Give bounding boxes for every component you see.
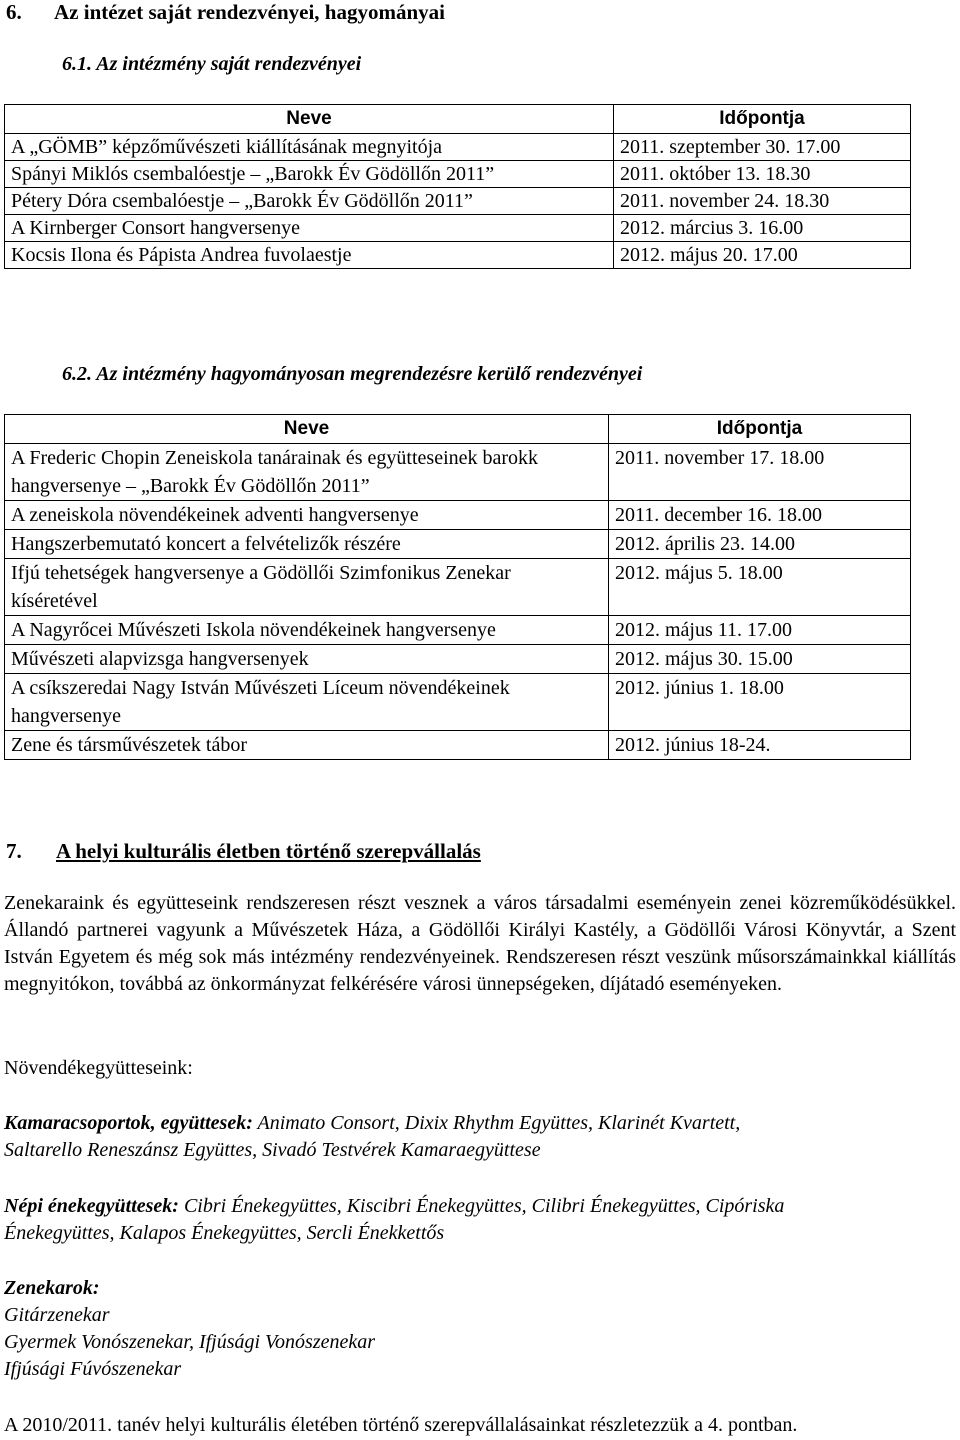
event-date: 2012. május 11. 17.00 <box>609 616 911 645</box>
event-name: A „GÖMB” képzőművészeti kiállításának megnyitója <box>5 134 614 161</box>
event-date: 2011. december 16. 18.00 <box>609 501 911 530</box>
chamber-groups-line-1 <box>4 1110 740 1137</box>
event-date: 2012. június 18-24. <box>609 731 911 760</box>
ensembles-label: Növendékegyütteseink: <box>4 1057 193 1079</box>
folk-choirs-line-1 <box>4 1193 784 1220</box>
column-header-date: Időpontja <box>609 415 911 444</box>
orchestra-item: Gitárzenekar <box>4 1304 110 1326</box>
table-row <box>5 645 911 674</box>
table-header-row <box>5 105 911 134</box>
event-date: 2012. március 3. 16.00 <box>614 215 911 242</box>
event-date: 2011. október 13. 18.30 <box>614 161 911 188</box>
orchestras-label: Zenekarok: <box>4 1277 100 1299</box>
table-row <box>5 559 911 616</box>
chamber-groups-label: Kamaracsoportok, együttesek: <box>4 1112 253 1134</box>
cultural-role-paragraph: Zenekaraink és együtteseink rendszeresen részt vesznek a város társadalmi eseményein zenei közreműködésükkel. Állandó partnerei vagyunk a Művészetek Háza, a Gödöllői Királyi Kastély, a Gödöllői Városi Könyvtár, a Szent István Egyetem és még sok más intézmény rendezvényeinek. Rendszeresen részt veszünk műsorszámainkkal kiállítás megnyitókon, továbbá az önkormányzat felkérésére városi ünnepségeken, díjátadó eseményeken. <box>4 892 956 995</box>
section-7-number: 7. <box>6 839 22 863</box>
event-name: A Nagyrőcei Művészeti Iskola növendékeinek hangversenye <box>5 616 609 645</box>
event-name: Művészeti alapvizsga hangversenyek <box>5 645 609 674</box>
table-header-row <box>5 415 911 444</box>
event-name: Spányi Miklós csembalóestje – „Barokk Év Gödöllőn 2011” <box>5 161 614 188</box>
table-row <box>5 215 911 242</box>
event-name: A Kirnberger Consort hangversenye <box>5 215 614 242</box>
table-row <box>5 134 911 161</box>
table-row <box>5 731 911 760</box>
section-7-heading <box>6 838 481 864</box>
table-row <box>5 444 911 501</box>
table-row <box>5 530 911 559</box>
section-6-number: 6. <box>6 0 22 24</box>
column-header-date: Időpontja <box>614 105 911 134</box>
event-date: 2011. szeptember 30. 17.00 <box>614 134 911 161</box>
chamber-groups-list-2: Saltarello Reneszánsz Együttes, Sivadó Testvérek Kamaraegyüttese <box>4 1139 541 1161</box>
table-row <box>5 161 911 188</box>
event-date: 2011. november 24. 18.30 <box>614 188 911 215</box>
event-name: A Frederic Chopin Zeneiskola tanárainak és együtteseinek barokk hangversenye – „Barokk Év Gödöllőn 2011” <box>5 444 609 501</box>
table-row <box>5 501 911 530</box>
folk-choirs-label: Népi énekegyüttesek: <box>4 1195 179 1217</box>
events-table-own <box>4 104 911 269</box>
chamber-groups-list-1: Animato Consort, Dixix Rhythm Együttes, Klarinét Kvartett, <box>252 1112 741 1134</box>
footer-note: A 2010/2011. tanév helyi kulturális életében történő szerepvállalásainkat részletezzük a 4. pontban. <box>4 1414 798 1436</box>
event-name: Kocsis Ilona és Pápista Andrea fuvolaestje <box>5 242 614 269</box>
event-name: Zene és társművészetek tábor <box>5 731 609 760</box>
event-name: Hangszerbemutató koncert a felvételizők részére <box>5 530 609 559</box>
column-header-name: Neve <box>5 415 609 444</box>
event-name: Ifjú tehetségek hangversenye a Gödöllői Szimfonikus Zenekar kíséretével <box>5 559 609 616</box>
event-date: 2011. november 17. 18.00 <box>609 444 911 501</box>
table-row <box>5 616 911 645</box>
orchestra-item: Ifjúsági Fúvószenekar <box>4 1358 182 1380</box>
events-table-traditional <box>4 414 911 760</box>
event-date: 2012. április 23. 14.00 <box>609 530 911 559</box>
table-row <box>5 188 911 215</box>
event-date: 2012. június 1. 18.00 <box>609 674 911 731</box>
subsection-6-2-heading: 6.2. Az intézmény hagyományosan megrendezésre kerülő rendezvényei <box>62 363 643 385</box>
event-name: Pétery Dóra csembalóestje – „Barokk Év Gödöllőn 2011” <box>5 188 614 215</box>
event-date: 2012. május 5. 18.00 <box>609 559 911 616</box>
event-date: 2012. május 20. 17.00 <box>614 242 911 269</box>
folk-choirs-list-2: Énekegyüttes, Kalapos Énekegyüttes, Sercli Énekkettős <box>4 1222 445 1244</box>
event-date: 2012. május 30. 15.00 <box>609 645 911 674</box>
section-6-title: Az intézet saját rendezvényei, hagyományai <box>54 0 445 24</box>
section-6-heading <box>6 0 445 24</box>
table-row <box>5 242 911 269</box>
event-name: A csíkszeredai Nagy István Művészeti Líceum növendékeinek hangversenye <box>5 674 609 731</box>
orchestra-item: Gyermek Vonószenekar, Ifjúsági Vonószenekar <box>4 1331 376 1353</box>
column-header-name: Neve <box>5 105 614 134</box>
folk-choirs-list-1: Cibri Énekegyüttes, Kiscibri Énekegyüttes, Cilibri Énekegyüttes, Cipóriska <box>178 1195 785 1217</box>
subsection-6-1-heading: 6.1. Az intézmény saját rendezvényei <box>62 53 362 75</box>
section-7-title: A helyi kulturális életben történő szerepvállalás <box>56 839 481 863</box>
event-name: A zeneiskola növendékeinek adventi hangversenye <box>5 501 609 530</box>
table-row <box>5 674 911 731</box>
